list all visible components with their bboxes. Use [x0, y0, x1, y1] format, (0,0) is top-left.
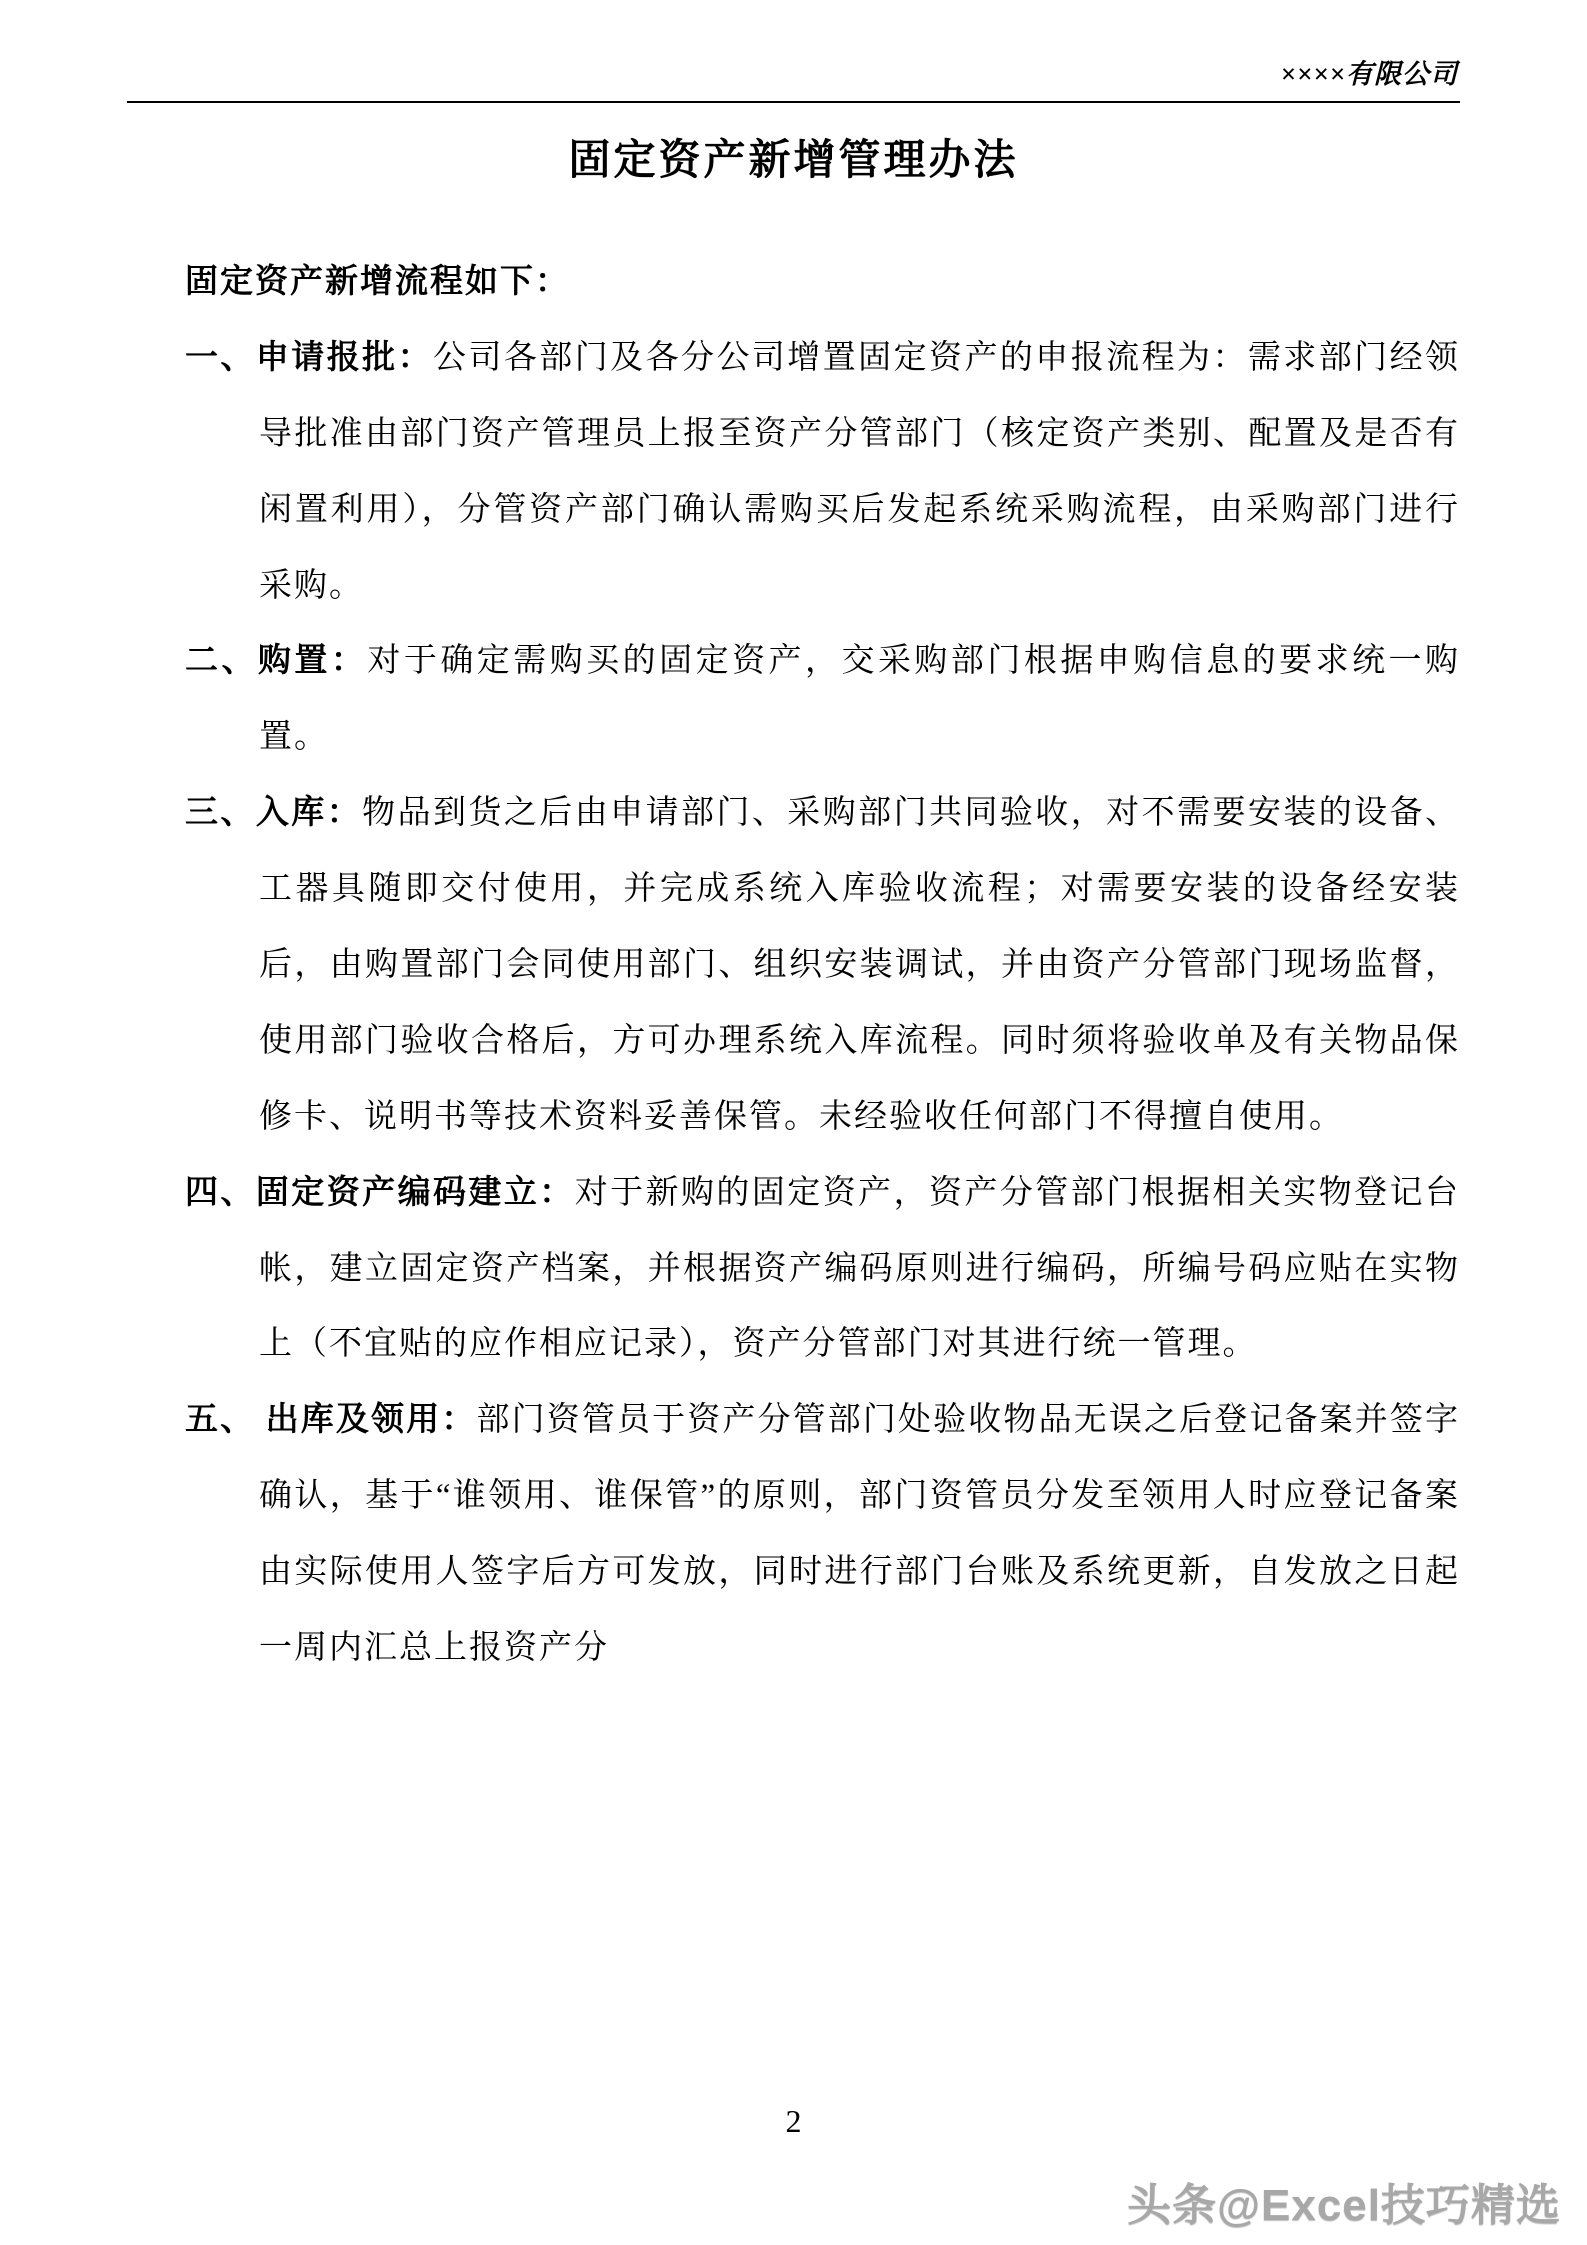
item-number: 四、: [185, 1174, 256, 1211]
list-item: [185, 1383, 1460, 1687]
header-rule: [127, 101, 1460, 103]
item-body: 对于确定需购买的固定资产，交采购部门根据申购信息的要求统一购置。: [259, 643, 1461, 756]
list-item: [185, 624, 1460, 776]
item-lead: 固定资产编码建立：: [255, 1174, 575, 1211]
item-number: 三、: [185, 795, 256, 832]
list-item: [185, 1156, 1460, 1384]
item-body: 部门资管员于资产分管部门处验收物品无误之后登记备案并签字确认，基于“谁领用、谁保管”的原则，部门资管员分发至领用人时应登记备案由实际使用人签字后方可发放，同时进行部门台账及系统更新，自发放之日起一周内汇总上报资产分: [259, 1402, 1461, 1667]
document-title: 固定资产新增管理办法: [568, 138, 1019, 184]
item-number: 五、: [185, 1402, 266, 1439]
item-lead: 入库：: [255, 795, 363, 832]
company-name: ××××有限公司: [1280, 59, 1458, 89]
page-header: [127, 52, 1460, 103]
item-lead: 申请报批：: [255, 339, 434, 376]
list-item: [185, 776, 1460, 1155]
item-body: 物品到货之后由申请部门、采购部门共同验收，对不需要安装的设备、工器具随即交付使用，并完成系统入库验收流程；对需要安装的设备经安装后，由购置部门会同使用部门、组织安装调试，并由资产分管部门现场监督，使用部门验收合格后，方可办理系统入库流程。同时须将验收单及有关物品保修卡、说明书等技术资料妥善保管。未经验收任何部门不得擅自使用。: [259, 795, 1461, 1135]
item-number: 二、: [185, 643, 258, 680]
item-body: 对于新购的固定资产，资产分管部门根据相关实物登记台帐，建立固定资产档案，并根据资产编码原则进行编码，所编号码应贴在实物上（不宜贴的应作相应记录），资产分管部门对其进行统一管理。: [259, 1174, 1461, 1363]
list-item: [185, 321, 1460, 625]
intro-line: 固定资产新增流程如下：: [185, 264, 570, 300]
item-lead: 出库及领用：: [265, 1402, 477, 1439]
item-number: 一、: [185, 339, 256, 376]
item-lead: 购置：: [257, 643, 368, 680]
item-body: 公司各部门及各分公司增置固定资产的申报流程为：需求部门经领导批准由部门资产管理员上报至资产分管部门（核定资产类别、配置及是否有闲置利用），分管资产部门确认需购买后发起系统采购流程，由采购部门进行采购。: [259, 339, 1461, 604]
page-number: 2: [785, 2103, 802, 2139]
watermark-text: 头条@Excel技巧精选: [1127, 2181, 1561, 2230]
document-body: [185, 245, 1460, 1687]
